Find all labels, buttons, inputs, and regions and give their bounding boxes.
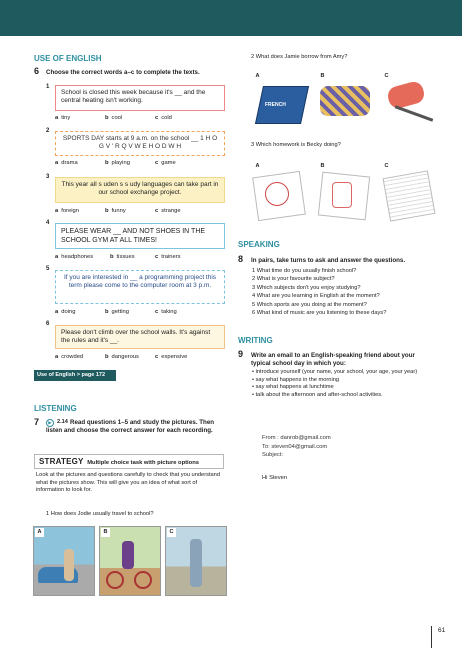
speaking-question: 1 What time do you usually finish school? xyxy=(252,268,357,274)
option-a[interactable]: a drama xyxy=(55,160,78,166)
strategy-title: STRATEGY xyxy=(39,457,84,466)
email-header xyxy=(262,434,331,460)
item-number: 5 xyxy=(46,266,50,272)
question-1: 1 How does Jodie usually travel to school? xyxy=(46,511,154,517)
option-a[interactable]: a doing xyxy=(55,309,76,315)
notice-text: Please don't climb over the school walls. It's against the rules and it's __. xyxy=(61,329,211,345)
writing-bullet: • introduce yourself (your name, your school, your age, your year) xyxy=(252,369,418,375)
question-2: 2 What does Jamie borrow from Amy? xyxy=(251,54,348,60)
options-row xyxy=(55,115,205,121)
item-number: 6 xyxy=(46,321,50,327)
track-number: 2.14 xyxy=(57,419,68,425)
strategy-subtitle: Multiple choice task with picture options xyxy=(87,460,199,466)
strategy-text: Look at the pictures and questions carefully to check that you understand what the pictures show. This will give you an idea of what sort of information to look for. xyxy=(36,472,221,494)
person-shape xyxy=(190,539,202,587)
option-c[interactable]: c game xyxy=(155,160,176,166)
options-row xyxy=(55,160,205,166)
speaking-questions xyxy=(252,267,452,318)
item-number: 2 xyxy=(46,128,50,134)
picture-label: A xyxy=(253,162,262,171)
picture-label: B xyxy=(101,528,110,537)
email-subject: Subject: xyxy=(262,452,283,459)
notice-text: This year all s uden s s udy languages can take part in our school exchange project. xyxy=(61,181,219,197)
notice-text-box xyxy=(55,131,225,156)
exercise-instruction: In pairs, take turns to ask and answer the questions. xyxy=(251,257,406,264)
picture-a-book[interactable] xyxy=(251,70,308,132)
writing-bullet: • talk about the afternoon and after-school activities. xyxy=(252,392,383,399)
picture-label: B xyxy=(318,72,327,81)
email-from: From : danrob@gmail.com xyxy=(262,435,331,441)
use-of-english-reference-link[interactable]: Use of English > page 172 xyxy=(34,370,116,381)
options-row xyxy=(55,254,205,260)
picture-label: A xyxy=(253,72,262,81)
notice-text-box xyxy=(55,270,225,304)
speaking-question: 5 Which sports are you doing at the moment? xyxy=(252,301,367,308)
bike-wheel xyxy=(106,571,124,589)
notice-text: School is closed this week because it's __ and the central heating isn't working. xyxy=(61,89,206,105)
option-b[interactable]: b getting xyxy=(105,309,129,315)
page-number: 61 xyxy=(438,627,446,634)
speaking-question: 2 What is your favourite subject? xyxy=(252,276,335,283)
picture-label: C xyxy=(382,162,391,171)
option-b[interactable]: b cool xyxy=(105,115,123,121)
notice-text-box xyxy=(55,177,225,203)
option-a[interactable]: a tiny xyxy=(55,115,71,121)
picture-b-case[interactable] xyxy=(316,70,373,132)
pen-shape xyxy=(395,105,434,121)
picture-label: C xyxy=(167,528,176,537)
strategy-box xyxy=(34,454,224,469)
drawing-shape xyxy=(332,182,352,208)
email-to: To: steven04@gmail.com xyxy=(262,443,328,450)
option-c[interactable]: c taking xyxy=(155,309,177,315)
pouch-shape xyxy=(386,80,426,111)
writing-bullets xyxy=(252,369,442,400)
exercise-instruction: Choose the correct words a–c to complete the texts. xyxy=(46,69,200,76)
exercise-number: 9 xyxy=(238,349,244,359)
picture-label: C xyxy=(382,72,391,81)
option-a[interactable]: a foreign xyxy=(55,208,79,214)
options-row xyxy=(55,208,205,214)
picture-b-homework[interactable] xyxy=(316,160,373,226)
writing-heading: WRITING xyxy=(238,336,273,345)
picture-label: A xyxy=(35,528,44,537)
audio-play-icon[interactable]: ▶ xyxy=(46,419,54,427)
option-c[interactable]: c trainers xyxy=(155,254,181,260)
picture-c-homework[interactable] xyxy=(380,160,437,226)
use-of-english-heading: USE OF ENGLISH xyxy=(34,54,102,63)
option-a[interactable]: a headphones xyxy=(55,254,94,260)
item-number: 3 xyxy=(46,174,50,180)
option-b[interactable]: b tissues xyxy=(110,254,135,260)
notice-text-box xyxy=(55,85,225,111)
picture-c-pencilcase[interactable] xyxy=(380,70,437,132)
question-3: 3 Which homework is Becky doing? xyxy=(251,142,341,148)
option-b[interactable]: b funny xyxy=(105,208,126,214)
drawing-shape xyxy=(265,182,289,206)
notice-text: PLEASE WEAR __ AND NOT SHOES IN THE SCHOOL GYM AT ALL TIMES! xyxy=(61,228,206,245)
option-b[interactable]: b playing xyxy=(105,160,130,166)
speaking-question: 6 What kind of music are you listening to these days? xyxy=(252,310,387,317)
speaking-question: 3 Which subjects don't you enjoy studying? xyxy=(252,284,361,291)
speaking-heading: SPEAKING xyxy=(238,240,280,249)
email-greeting: Hi Steven xyxy=(262,475,288,481)
item-number: 1 xyxy=(46,84,50,90)
picture-c-walking[interactable] xyxy=(165,526,227,596)
options-row xyxy=(55,354,205,360)
pencil-case-shape xyxy=(320,86,370,116)
notice-text: If you are interested in __ a programming project this term please come to the computer room at 3 p.m. xyxy=(63,274,217,290)
exercise-number: 6 xyxy=(34,66,40,76)
page-divider xyxy=(431,626,432,648)
bike-wheel xyxy=(134,571,152,589)
person-shape xyxy=(122,541,134,569)
picture-b-bike[interactable] xyxy=(99,526,161,596)
option-c[interactable]: c strange xyxy=(155,208,181,214)
option-c[interactable]: c expensive xyxy=(155,354,188,360)
picture-a-car[interactable] xyxy=(33,526,95,596)
notice-text: SPORTS DAY starts at 9 a.m. on the school __ 1 H O G V ' R Q V W E H O D W H xyxy=(62,135,218,151)
notice-text-box xyxy=(55,325,225,349)
item-number: 4 xyxy=(46,220,50,226)
picture-label: B xyxy=(318,162,327,171)
picture-a-homework[interactable] xyxy=(251,160,308,226)
option-a[interactable]: a crowded xyxy=(55,354,84,360)
page-header-bar xyxy=(0,0,462,36)
option-b[interactable]: b dangerous xyxy=(105,354,139,360)
person-shape xyxy=(64,549,74,581)
options-row xyxy=(55,309,205,315)
exercise-instruction: Read questions 1–5 and study the pictures. Then listen and choose the correct answer for each recording. xyxy=(46,419,215,434)
exercise-instruction: Write an email to an English-speaking friend about your typical school day in which you: xyxy=(251,352,415,367)
writing-bullet: • say what happens at lunchtime xyxy=(252,384,334,391)
speaking-question: 4 What are you learning in English at the moment? xyxy=(252,293,380,300)
writing-bullet: • say what happens in the morning xyxy=(252,376,340,383)
notice-text-box xyxy=(55,223,225,249)
exercise-number: 8 xyxy=(238,254,244,264)
option-c[interactable]: c cold xyxy=(155,115,172,121)
sheet-shape xyxy=(383,170,436,221)
exercise-number: 7 xyxy=(34,417,40,427)
listening-heading: LISTENING xyxy=(34,404,77,413)
book-title: FRENCH xyxy=(265,102,286,108)
